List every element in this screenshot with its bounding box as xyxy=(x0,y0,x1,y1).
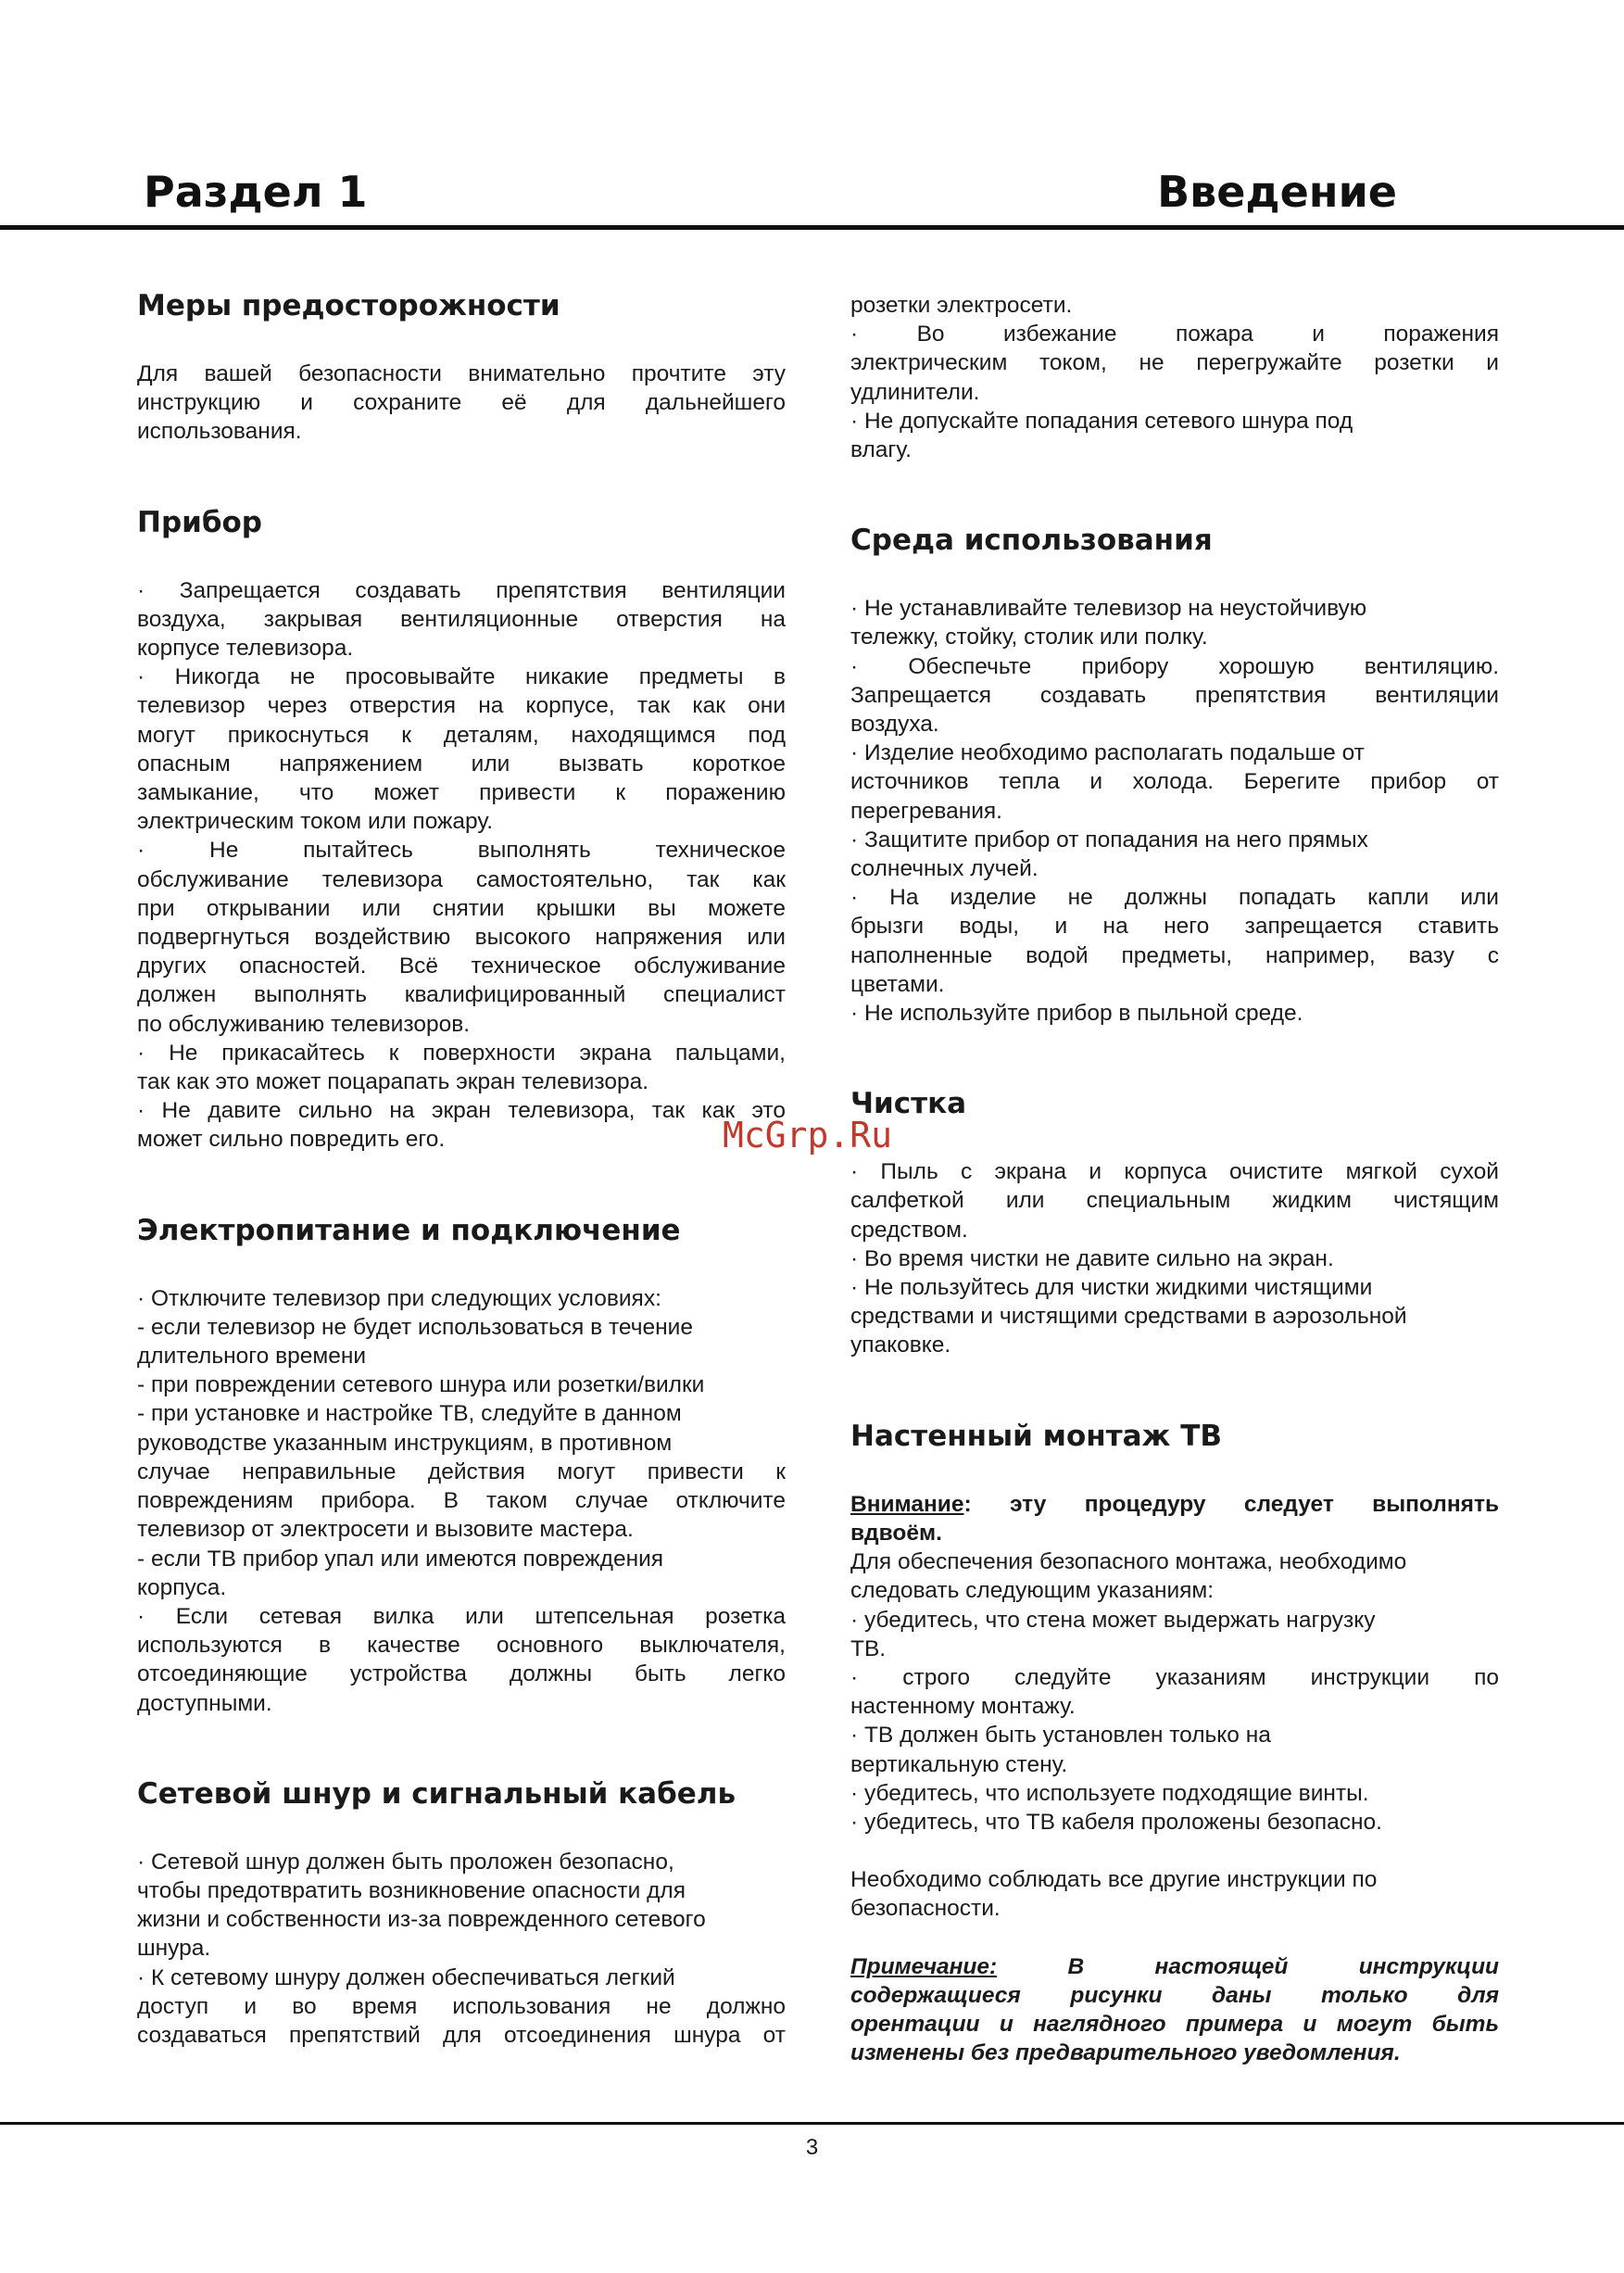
section-cord xyxy=(137,1775,786,2050)
text-line: упаковке. xyxy=(850,1332,951,1358)
text-line: · Во время чистки не давите сильно на экран. xyxy=(850,1245,1334,1271)
text-line: - при установке и настройке ТВ, следуйте в данном xyxy=(137,1401,682,1427)
text-line: повреждениям прибора. В таком случае отключите xyxy=(137,1488,786,1514)
page-title: Введение xyxy=(1157,167,1397,217)
text-line: · Сетевой шнур должен быть проложен безопасно, xyxy=(137,1849,674,1875)
wall-mount-closing xyxy=(850,1865,1499,1923)
text-line: телевизор через отверстия на корпусе, так как они xyxy=(137,693,786,719)
heading-precautions: Меры предосторожности xyxy=(137,289,560,322)
text-line: воздуха. xyxy=(850,712,939,738)
text-line: · Во избежание пожара и поражения xyxy=(850,322,1499,347)
notice-text-line2: вдвоём. xyxy=(850,1520,942,1546)
text-line: Для вашей безопасности внимательно прочтите эту xyxy=(137,361,786,386)
section-power xyxy=(137,1212,786,1718)
text-line: · Отключите телевизор при следующих условиях: xyxy=(137,1285,661,1311)
text-line: средствами и чистящими средствами в аэрозольной xyxy=(850,1304,1407,1330)
text-line: салфеткой или специальным жидким чистящим xyxy=(850,1188,1499,1214)
text-line: · Не устанавливайте телевизор на неустойчивую xyxy=(850,596,1367,622)
right-column xyxy=(850,291,1499,2067)
text-line: обслуживание телевизора самостоятельно, так как xyxy=(137,866,786,892)
watermark-logo: McGrp.Ru xyxy=(723,1115,893,1155)
text-line: электрическим током или пожару. xyxy=(137,809,494,835)
text-line: жизни и собственности из-за поврежденного сетевого xyxy=(137,1907,706,1933)
text-line: влагу. xyxy=(850,437,912,463)
text-line: опасным напряжением или вызвать короткое xyxy=(137,751,786,777)
text-line: · Обеспечьте прибору хорошую вентиляцию. xyxy=(850,653,1499,679)
text-line: средством. xyxy=(850,1217,968,1243)
text-line: · строго следуйте указаниям инструкции по xyxy=(850,1664,1499,1690)
text-line: может сильно повредить его. xyxy=(137,1127,446,1153)
text-line: чтобы предотвратить возникновение опасности для xyxy=(137,1877,686,1903)
text-line: · Изделие необходимо располагать подальше от xyxy=(850,740,1365,766)
text-line: · убедитесь, что используете подходящие винты. xyxy=(850,1780,1369,1806)
heading-power: Электропитание и подключение xyxy=(137,1213,681,1247)
environment-text xyxy=(850,594,1499,1028)
text-line: использования. xyxy=(137,419,302,445)
text-line: доступными. xyxy=(137,1690,272,1716)
text-line: используются в качестве основного выключателя, xyxy=(137,1633,786,1659)
text-line: вертикальную стену. xyxy=(850,1751,1068,1777)
text-line: должен выполнять квалифицированный специалист xyxy=(137,982,786,1008)
text-line: могут прикоснуться к деталям, находящимся под xyxy=(137,722,786,748)
heading-environment: Среда использования xyxy=(850,524,1213,558)
text-line: воздуха, закрывая вентиляционные отверстия на xyxy=(137,606,786,632)
text-line: телевизор от электросети и вызовите мастера. xyxy=(137,1517,634,1543)
section-precautions xyxy=(137,287,786,447)
text-line: удлинители. xyxy=(850,379,980,405)
text-line: безопасности. xyxy=(850,1896,1001,1922)
left-column xyxy=(137,287,786,2050)
text-line: изменены без предварительного уведомления. xyxy=(850,2040,1401,2066)
text-line: подвергнуться воздействию высокого напряжения или xyxy=(137,925,786,951)
text-line: настенному монтажу. xyxy=(850,1694,1076,1720)
cord-text xyxy=(137,1848,786,2050)
heading-device: Прибор xyxy=(137,505,262,539)
notice-label: Внимание xyxy=(850,1491,964,1517)
text-line: создаваться препятствий для отсоединения шнура от xyxy=(137,2022,786,2048)
wall-mount-text xyxy=(850,1547,1499,1837)
text-line: наполненные водой предметы, например, вазу с xyxy=(850,942,1499,968)
heading-wall-mount: Настенный монтаж ТВ xyxy=(850,1419,1222,1453)
text-line: · На изделие не должны попадать капли или xyxy=(850,885,1499,911)
text-line: при открывании или снятии крышки вы можете xyxy=(137,895,786,921)
text-line: корпуса. xyxy=(137,1574,227,1600)
text-line: шнура. xyxy=(137,1936,211,1962)
text-line: цветами. xyxy=(850,971,945,997)
text-line: · Не пользуйтесь для чистки жидкими чистящими xyxy=(850,1275,1373,1301)
text-line: тележку, стойку, столик или полку. xyxy=(850,625,1208,650)
section-label: Раздел 1 xyxy=(144,167,368,217)
text-line: · Не пытайтесь выполнять техническое xyxy=(137,838,786,864)
text-line: других опасностей. Всё техническое обслуживание xyxy=(137,953,786,979)
cleaning-text xyxy=(850,1157,1499,1359)
text-line: · убедитесь, что стена может выдержать нагрузку xyxy=(850,1607,1376,1633)
text-line: длительного времени xyxy=(137,1344,367,1370)
note-text-continued xyxy=(850,1981,1499,2068)
text-line: - при повреждении сетевого шнура или розетки/вилки xyxy=(137,1372,705,1398)
text-line: перегревания. xyxy=(850,798,1002,824)
text-line: руководстве указанным инструкциям, в противном xyxy=(137,1430,673,1456)
text-line: следовать следующим указаниям: xyxy=(850,1578,1215,1604)
text-line: · Не допускайте попадания сетевого шнура под xyxy=(850,408,1353,434)
text-line: отсоединяющие устройства должны быть легко xyxy=(137,1661,786,1687)
text-line: · Защитите прибор от попадания на него прямых xyxy=(850,827,1368,852)
section-device xyxy=(137,504,786,1155)
page-number: 3 xyxy=(805,2135,819,2160)
device-text xyxy=(137,576,786,1155)
footer-divider xyxy=(0,2122,1624,2125)
text-line: случае неправильные действия могут привести к xyxy=(137,1459,786,1484)
text-line: Для обеспечения безопасного монтажа, необходимо xyxy=(850,1549,1407,1575)
wall-mount-notice xyxy=(850,1490,1499,1519)
section-wall-mount xyxy=(850,1418,1499,2068)
text-line: · Никогда не просовывайте никакие предметы в xyxy=(137,664,786,690)
text-line: так как это может поцарапать экран телевизора. xyxy=(137,1069,649,1095)
text-line: содержащиеся рисунки даны только для xyxy=(850,1982,1499,2008)
section-cleaning xyxy=(850,1085,1499,1359)
text-line: Запрещается создавать препятствия вентиляции xyxy=(850,682,1499,708)
cord-text-continued xyxy=(850,291,1499,464)
text-line: корпусе телевизора. xyxy=(137,636,354,662)
text-line: · Не давите сильно на экран телевизора, так как это xyxy=(137,1098,786,1124)
header-divider xyxy=(0,225,1624,230)
text-line: · Не прикасайтесь к поверхности экрана пальцами, xyxy=(137,1040,786,1066)
text-line: · Пыль с экрана и корпуса очистите мягкой сухой xyxy=(850,1159,1499,1185)
text-line: · Если сетевая вилка или штепсельная розетка xyxy=(137,1603,786,1629)
text-line: по обслуживанию телевизоров. xyxy=(137,1011,471,1037)
text-line: - если ТВ прибор упал или имеются повреждения xyxy=(137,1546,664,1572)
text-line: доступ и во время использования не должно xyxy=(137,1993,786,2019)
text-line: · Не используйте прибор в пыльной среде. xyxy=(850,1001,1303,1027)
precautions-intro xyxy=(137,360,786,447)
text-line: · Запрещается создавать препятствия вентиляции xyxy=(137,577,786,603)
heading-cleaning: Чистка xyxy=(850,1087,967,1121)
text-line: орентации и наглядного примера и могут быть xyxy=(850,2011,1499,2037)
text-line: Необходимо соблюдать все другие инструкции по xyxy=(850,1867,1378,1893)
text-line: брызги воды, и на него запрещается ставить xyxy=(850,914,1499,940)
power-text xyxy=(137,1284,786,1718)
text-line: · ТВ должен быть установлен только на xyxy=(850,1723,1271,1749)
note-text: В настоящей инструкции xyxy=(997,1953,1499,1979)
text-line: солнечных лучей. xyxy=(850,856,1039,882)
heading-cord: Сетевой шнур и сигнальный кабель xyxy=(137,1776,736,1811)
text-line: ТВ. xyxy=(850,1635,887,1661)
text-line: · убедитесь, что ТВ кабеля проложены безопасно. xyxy=(850,1809,1382,1835)
text-line: электрическим током, не перегружайте розетки и xyxy=(850,350,1499,376)
text-line: розетки электросети. xyxy=(850,293,1073,318)
text-line: · К сетевому шнуру должен обеспечиваться легкий xyxy=(137,1964,675,1990)
text-line: - если телевизор не будет использоваться в течение xyxy=(137,1314,693,1340)
notice-text: : эту процедуру следует выполнять xyxy=(963,1491,1499,1517)
text-line: инструкцию и сохраните её для дальнейшего xyxy=(137,390,786,416)
note-label: Примечание: xyxy=(850,1953,998,1979)
wall-mount-note xyxy=(850,1952,1499,1981)
text-line: замыкание, что может привести к поражению xyxy=(137,780,786,806)
section-environment xyxy=(850,522,1499,1028)
text-line: источников тепла и холода. Берегите прибор от xyxy=(850,769,1499,795)
